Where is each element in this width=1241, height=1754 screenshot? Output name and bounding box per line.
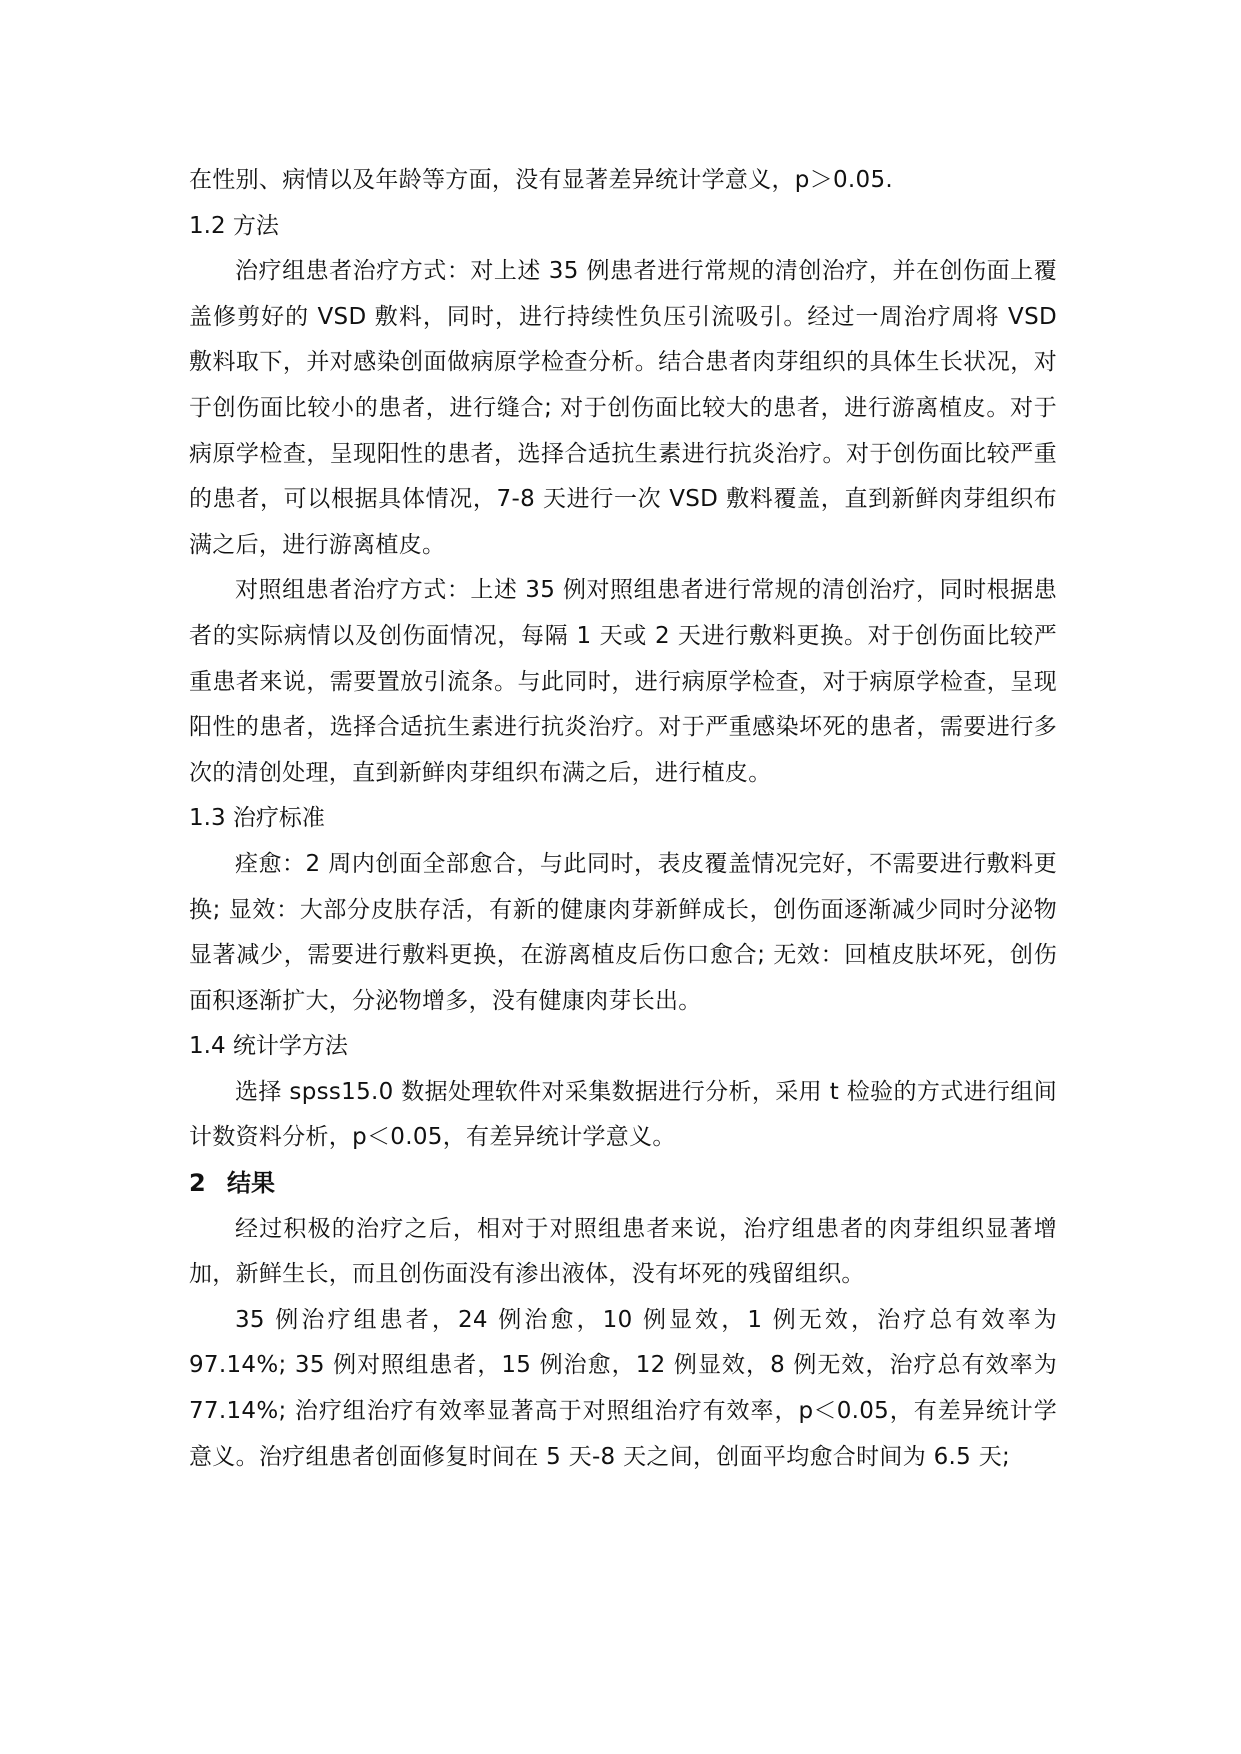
para-control-group-method: 对照组患者治疗方式：上述 35 例对照组患者进行常规的清创治疗，同时根据患者的实际病情以及创伤面情况，每隔 1 天或 2 天进行敷料更换。对于创伤面比较严重患者来说，需要置放引流条。与此同时，进行病原学检查，对于病原学检查，呈现阳性的患者，选择合适抗生素进行抗炎治疗。对于严重感染坏死的患者，需要进行多次的清创处理，直到新鲜肉芽组织布满之后，进行植皮。: [189, 577, 1057, 786]
heading-1-2-methods: 1.2 方法: [189, 212, 279, 239]
para-statistics: 选择 spss15.0 数据处理软件对采集数据进行分析，采用 t 检验的方式进行组间计数资料分析，p＜0.05，有差异统计学意义。: [189, 1078, 1057, 1151]
heading-2-results: [189, 1161, 1057, 1207]
section-title: 结果: [227, 1169, 275, 1198]
para-continuation: 在性别、病情以及年龄等方面，没有显著差异统计学意义，p＞0.05.: [189, 167, 894, 193]
para-treatment-group-method: 治疗组患者治疗方式：对上述 35 例患者进行常规的清创治疗，并在创伤面上覆盖修剪好的 VSD 敷料，同时，进行持续性负压引流吸引。经过一周治疗周将 VSD 敷料取下，并对感染创面做病原学检查分析。结合患者肉芽组织的具体生长状况，对于创伤面比较小的患者，进行缝合; 对于创伤面比较大的患者，进行游离植皮。对于病原学检查，呈现阳性的患者，选择合适抗生素进行抗炎治疗。对于创伤面比较严重的患者，可以根据具体情况，7-8 天进行一次 VSD 敷料覆盖，直到新鲜肉芽组织布满之后，进行游离植皮。: [189, 258, 1057, 558]
para-results-intro: 经过积极的治疗之后，相对于对照组患者来说，治疗组患者的肉芽组织显著增加，新鲜生长，而且创伤面没有渗出液体，没有坏死的残留组织。: [189, 1215, 1057, 1288]
section-number: 2: [189, 1169, 206, 1198]
heading-1-4-statistics: 1.4 统计学方法: [189, 1033, 348, 1060]
para-criteria: 痊愈：2 周内创面全部愈合，与此同时，表皮覆盖情况完好，不需要进行敷料更换; 显效：大部分皮肤存活，有新的健康肉芽新鲜成长，创伤面逐渐减少同时分泌物显著减少，需要进行敷料更换，在游离植皮后伤口愈合; 无效：回植皮肤坏死，创伤面积逐渐扩大，分泌物增多，没有健康肉芽长出。: [189, 850, 1057, 1014]
heading-1-3-criteria: 1.3 治疗标准: [189, 805, 325, 832]
document-body: [189, 158, 1057, 1480]
para-results-efficacy: 35 例治疗组患者，24 例治愈，10 例显效，1 例无效，治疗总有效率为 97.14%; 35 例对照组患者，15 例治愈，12 例显效，8 例无效，治疗总有效率为 77.14%; 治疗组治疗有效率显著高于对照组治疗有效率，p＜0.05，有差异统计学意义。治疗组患者创面修复时间在 5 天-8 天之间，创面平均愈合时间为 6.5 天;: [189, 1306, 1057, 1470]
